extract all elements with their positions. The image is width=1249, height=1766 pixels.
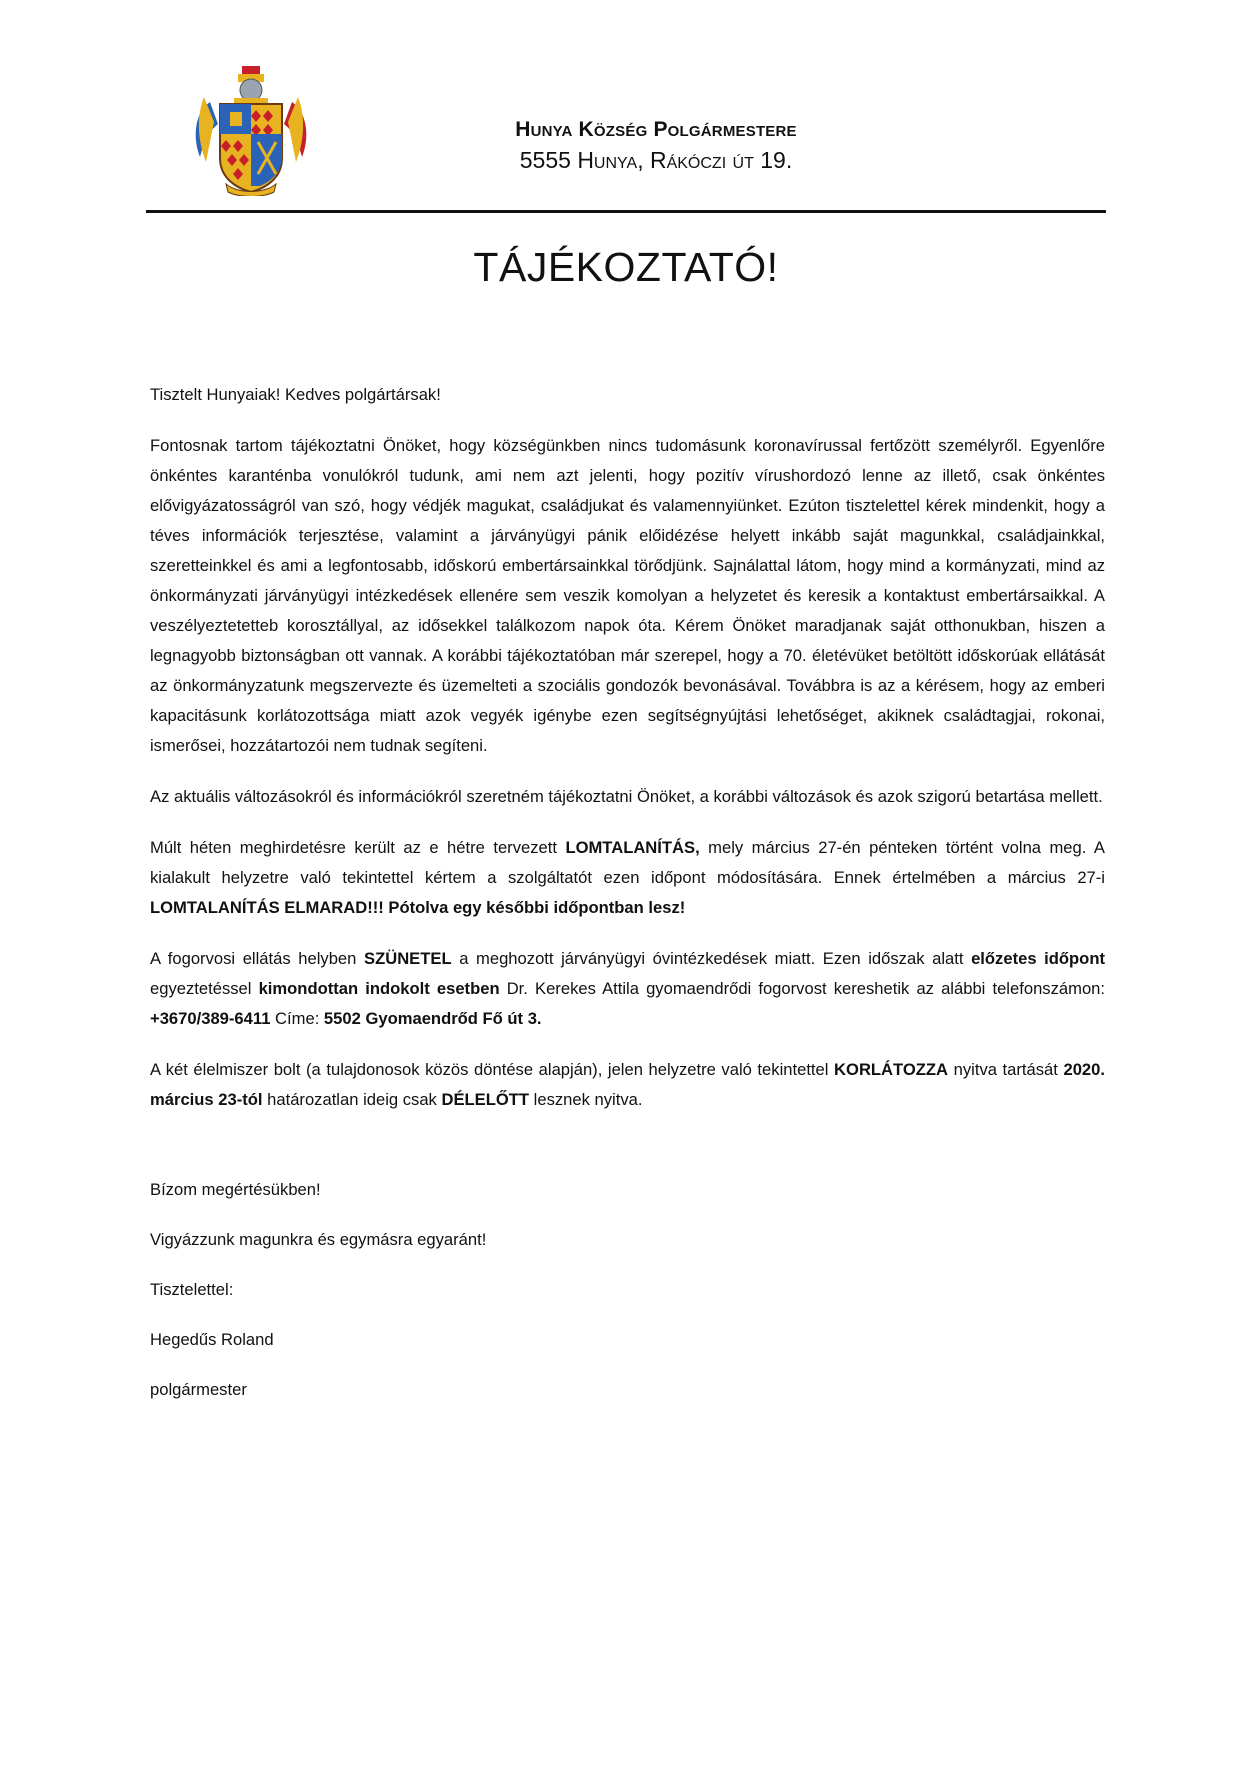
paragraph-updates: Az aktuális változásokról és információkról szeretném tájékoztatni Önöket, a korábbi változások és azok szigorú betartása mellett. bbox=[150, 787, 1103, 806]
paragraph-coronavirus: Fontosnak tartom tájékoztatni Önöket, hogy községünkben nincs tudomásunk koronavírussal fertőzött személyről. Egyenlőre önkéntes karanténba vonulókról tudunk, ami nem azt jelenti, hogy pozitív vírushordozó lenne az illető, csak önkéntes elővigyázatosságról van szó, hogy védjék magukat, családjukat és valamennyiünket. Ezúton tisztelettel kérek mindenkit, hogy a téves információk terjesztése, valamint a járványügyi pánik előidézése helyett inkább saját magunkkal, családjainkkal, szeretteinkkel és ami a legfontosabb, időskorú embertársainkkal törődjünk. Sajnálattal látom, hogy mind a kormányzati, mind az önkormányzati járványügyi intézkedések ellenére sem veszik komolyan a helyzetet és keresik a kontaktust embertársaikkal. A veszélyeztetetteb korosztállyal, az idősekkel találkozom napok óta. Kérem Önöket maradjanak saját otthonukban, hiszen a legnagyobb biztonságban ott vannak. A korábbi tájékoztatóban már szerepel, hogy a 70. életévüket betöltött időskorúak ellátását az önkormányzatunk megszervezte és üzemelteti a szociális gondozók bevonásával. Továbbra is az a kérésem, hogy az emberi kapacitásunk korlátozottsága miatt azok vegyék igénybe ezen segítségnyújtási lehetőséget, akiknek családtagjai, rokonai, ismerősei, hozzátartozói nem tudnak segíteni. bbox=[150, 436, 1105, 755]
closing-line-1: Bízom megértésükben! bbox=[150, 1180, 321, 1199]
document-title: TÁJÉKOZTATÓ! bbox=[473, 244, 779, 290]
closing-salutation: Tisztelettel: bbox=[150, 1280, 234, 1299]
paragraph-dentist: A fogorvosi ellátás helyben SZÜNETEL a meghozott járványügyi óvintézkedések miatt. Ezen időszak alatt előzetes időpont egyeztetéssel kimondottan indokolt esetben Dr. Kerekes Attila gyomaendrődi fogorvost kereshetik az alábbi telefonszámon: +3670/389-6411 Címe: 5502 Gyomaendrőd Fő út 3. bbox=[150, 949, 1106, 1028]
dentist-phone: +3670/389-6411 bbox=[150, 1009, 271, 1028]
coat-of-arms-logo bbox=[190, 62, 312, 196]
paragraph-cleanup: Múlt héten meghirdetésre került az e hétre tervezett LOMTALANÍTÁS, mely március 27-én pénteken történt volna meg. A kialakult helyzetre való tekintettel kértem a szolgáltatót ezen időpont módosítására. Ennek értelmében a március 27-i LOMTALANÍTÁS ELMARAD!!! Pótolva egy későbbi időpontban lesz! bbox=[150, 838, 1105, 917]
signer-name: Hegedűs Roland bbox=[150, 1330, 274, 1349]
greeting: Tisztelt Hunyaiak! Kedves polgártársak! bbox=[150, 385, 441, 404]
letterhead-name: Hunya Község Polgármestere bbox=[515, 118, 797, 141]
dentist-address: 5502 Gyomaendrőd Fő út 3. bbox=[323, 1009, 542, 1028]
header-divider bbox=[146, 210, 1106, 213]
letterhead-address: 5555 Hunya, Rákóczi út 19. bbox=[519, 147, 793, 173]
letter-body bbox=[150, 380, 1105, 1425]
paragraph-shops: A két élelmiszer bolt (a tulajdonosok közös döntése alapján), jelen helyzetre való tekintettel KORLÁTOZZA nyitva tartását 2020. március 23-tól határozatlan ideig csak DÉLELŐTT lesznek nyitva. bbox=[150, 1060, 1105, 1109]
closing-line-2: Vigyázzunk magunkra és egymásra egyaránt! bbox=[150, 1230, 487, 1249]
signer-role: polgármester bbox=[150, 1380, 247, 1399]
letterhead bbox=[456, 116, 856, 176]
